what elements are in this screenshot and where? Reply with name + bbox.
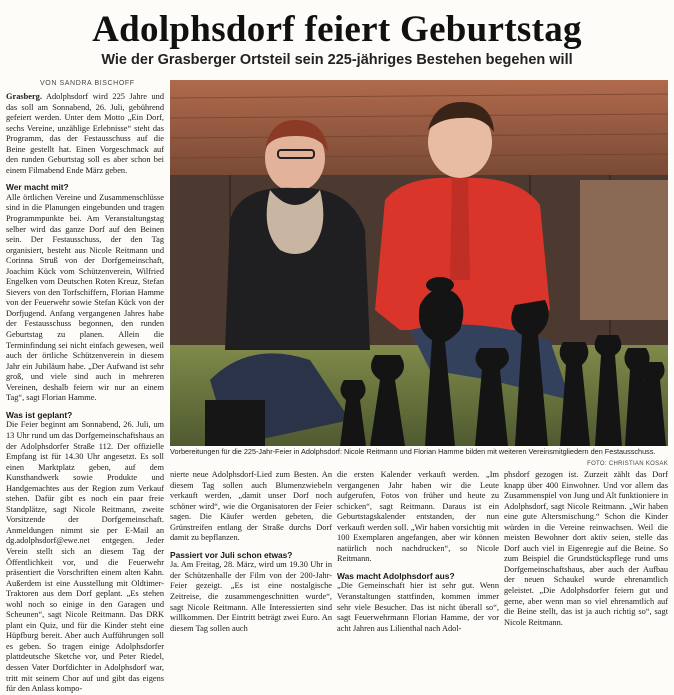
article-column-4 xyxy=(504,470,668,628)
lead-paragraph xyxy=(6,92,164,176)
lead-text: Adolphsdorf wird 225 Jahre und das soll am Sonnabend, 26. Juli, gebührend gefeiert werden. Unter dem Motto „Ein Dorf, sechs Vereine, unzählige Erlebnisse“ steht das Programm, das der Festausschuss auf die Beine gestellt hat. Einen Vorgeschmack auf den runden Geburtstag soll es aber schon bei einem Filmabend Ende März geben. xyxy=(6,92,164,175)
article-column-2 xyxy=(170,470,332,633)
dateline: Grasberg. xyxy=(6,92,42,101)
photo-credit: FOTO: CHRISTIAN KOSAK xyxy=(587,461,668,467)
article-photo xyxy=(170,80,668,446)
paragraph: nierte neue Adolphsdorf-Lied zum Besten. An diesem Tag sollen auch Blumenzwiebeln verkauft werden, „damit unser Dorf noch schöner wird“, wie die Organisatoren der Feier sagen. Die Käufer werden gebeten, die Grünstreifen entlang der Straße durchs Dorf damit zu bepflanzen. xyxy=(170,470,332,543)
paragraph: die ersten Kalender verkauft werden. „Im vergangenen Jahr haben wir die Leute aufgerufen, Fotos von früher und heute zu schicken“, sagt Reitmann. Daraus ist ein Geburtstagskalender entstanden, der nun verkauft werden soll. „Wir haben vorsichtig mit 100 Exemplaren angefangen, aber wir können natürlich noch nachdrucken“, so Nicole Reitmann. xyxy=(337,470,499,564)
article-headline: Adolphsdorf feiert Geburtstag xyxy=(92,9,582,50)
paragraph: „Die Gemeinschaft hier ist sehr gut. Wenn Veranstaltungen stattfinden, kommen immer sehr viele Besucher. Das ist nicht überall so“, sagt Feuerwehrmann Florian Hamme, der vor acht Jahren aus Lilienthal nach Adol- xyxy=(337,581,499,633)
photo-caption: Vorbereitungen für die 225-Jahr-Feier in Adolphsdorf: Nicole Reitmann und Florian Hamme bilden mit weiteren Vereinsmitgliedern den Festausschuss. xyxy=(170,447,656,456)
section-heading-was-ist-geplant: Was ist geplant? xyxy=(6,409,73,420)
article-column-1 xyxy=(6,92,164,694)
article-column-3 xyxy=(337,470,499,633)
section-heading-passiert-vor-juli: Passiert vor Juli schon etwas? xyxy=(170,549,293,560)
byline: VON SANDRA BISCHOFF xyxy=(40,80,135,87)
paragraph: Alle örtlichen Vereine und Zusammenschlüsse sind in die Planungen eingebunden und tragen Programmpunkte bei. Am Veranstaltungstag selber wird das ganze Dorf auf den Beinen sein. Der Festausschuss, der den Tag organisiert, besteht aus Nicole Reitmann und Corinna Struß von der Dorfgemeinschaft, Joachim Kück vom Schützenverein, Wilfried Engelken vom Deutschen Roten Kreuz, Stefan Sievers von den Torfschiffern, Florian Hamme von der Feuerwehr sowie Stefan Kück von der Dorfjugend. Anfang vergangenen Jahres habe der Festausschuss begonnen, den runden Geburtstag zu planen. Allein die Terminfindung sei nicht einfach gewesen, weil auch der örtliche Schützenverein in diesem Jahr ein Jubiläum habe. „Der Aufwand ist sehr groß, und viele sind auch in mehreren Vereinen, deshalb feiern wir nur an einem Tag“, sagt Florian Hamme. xyxy=(6,192,164,403)
paragraph: Die Feier beginnt am Sonnabend, 26. Juli, um 13 Uhr rund um das Dorfgemeinschaftshaus an der Adolphsdorfer Straße 112. Der offizielle Empfang ist für 14.30 Uhr angesetzt. Es soll einen Marktplatz geben, auf dem Kunsthandwerk sowie Produkte und Handgemachtes aus der Region zum Verkauf stehen. Dafür gibt es noch ein paar freie Standplätze, sagt Nicole Reitmann, zweite Vorsitzende der Dorfgemeinschaft. Anmeldungen nimmt sie per E-Mail an dg.adolphsdorf@ewe.net entgegen. Jeder Verein stellt sich an diesem Tag der Öffentlichkeit vor, und die Feuerwehr präsentiert die Vorschriften einem alten Kahn. Außerdem ist eine Ausstellung mit Oldtimer-Traktoren aus dem Dorf geplant. „Es stehen wohl noch so einige in den Garagen und Scheunen“, sagt Nicole Reitmann. Das DRK plant ein Quiz, und für die Kinder steht eine Hüpfburg bereit. Aber auch Aufführungen soll es geben. So tragen einige Adolphsdorfer plattdeutsche Sketche vor, und Peter Riedel, dessen Vater Dorfdichter in Adolphsdorf war, tritt mit seinem Chor auf und gibt das eigens für den Anlass kompo- xyxy=(6,420,164,694)
paragraph: phsdorf gezogen ist. Zurzeit zählt das Dorf knapp über 400 Einwohner. Und vor allem das Zusammenspiel von Jung und Alt funktioniere in Adolphsdorf, sagt Nicole Reitmann. „Wir haben eine gute Altersmischung.“ Schon die Kinder würden in die Vereine reinwachsen. Weil die meisten Bewohner dort aktiv seien, stelle das Dorf auch viel in Eigenregie auf die Beine. So zum Beispiel die Grundstückspflege rund ums Dorfgemeinschaftshaus, aber auch der Aufbau der neuen Schaukel wurde ehrenamtlich geleistet. „Die Adolphsdorfer feiern gut und gerne, aber wenn man so viel ehrenamtlich auf die Beine stellt, das ist ja auch richtig so“, sagt Nicole Reitmann. xyxy=(504,470,668,627)
section-heading-wer-macht-mit: Wer macht mit? xyxy=(6,182,69,193)
section-heading-was-macht-adolphsdorf-aus: Was macht Adolphsdorf aus? xyxy=(337,570,455,581)
paragraph: Ja. Am Freitag, 28. März, wird um 19.30 Uhr in der Schützenhalle der Film von der 200-Jahr-Feier gezeigt. „Es ist eine nostalgische Zeitreise, die zusammengeschnitten wurde“, sagt Nicole Reitmann. Alle Interessierten sind willkommen. Der Eintritt beträgt zwei Euro. An diesem Tag sollen auch xyxy=(170,560,332,633)
article-subheadline: Wie der Grasberger Ortsteil sein 225-jähriges Bestehen begehen will xyxy=(101,52,573,68)
